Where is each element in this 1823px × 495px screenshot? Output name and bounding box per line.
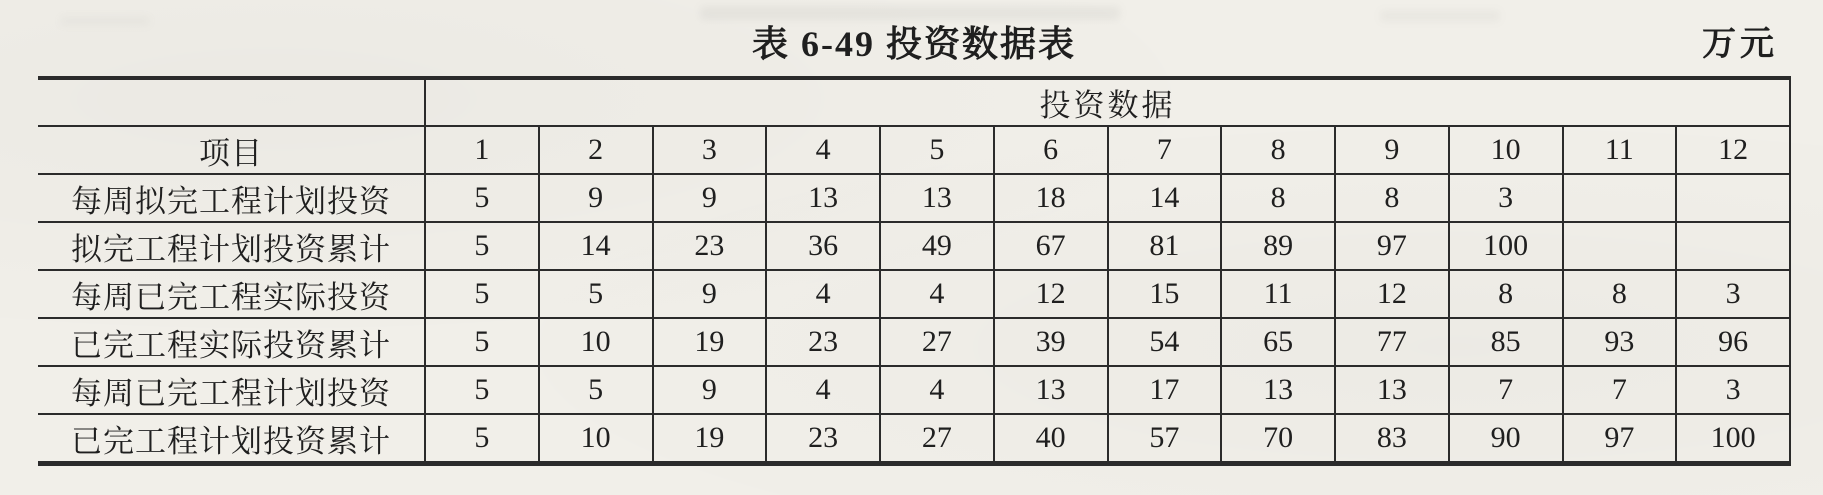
value-cell: 97 <box>1563 414 1677 464</box>
week-header-cell: 2 <box>539 126 653 174</box>
value-cell: 8 <box>1335 174 1449 222</box>
value-cell: 11 <box>1221 270 1335 318</box>
week-header-cell: 1 <box>425 126 539 174</box>
row-label-cell: 每周拟完工程计划投资 <box>38 174 425 222</box>
title-bar <box>38 8 1790 64</box>
value-cell: 96 <box>1676 318 1790 366</box>
value-cell: 8 <box>1221 174 1335 222</box>
row-label-cell: 已完工程实际投资累计 <box>38 318 425 366</box>
value-cell <box>1676 174 1790 222</box>
value-cell: 5 <box>425 270 539 318</box>
table-row <box>38 222 1790 270</box>
value-cell: 39 <box>994 318 1108 366</box>
value-cell: 23 <box>766 318 880 366</box>
value-cell: 14 <box>1108 174 1222 222</box>
value-cell: 12 <box>994 270 1108 318</box>
week-header-cell: 10 <box>1449 126 1563 174</box>
value-cell: 3 <box>1449 174 1563 222</box>
value-cell: 10 <box>539 414 653 464</box>
value-cell: 9 <box>653 270 767 318</box>
value-cell: 4 <box>766 270 880 318</box>
value-cell: 36 <box>766 222 880 270</box>
value-cell: 5 <box>425 318 539 366</box>
value-cell: 3 <box>1676 270 1790 318</box>
value-cell: 9 <box>653 366 767 414</box>
value-cell: 57 <box>1108 414 1222 464</box>
value-cell: 49 <box>880 222 994 270</box>
value-cell: 10 <box>539 318 653 366</box>
table-row <box>38 366 1790 414</box>
investment-table <box>38 76 1791 466</box>
value-cell: 9 <box>653 174 767 222</box>
value-cell: 15 <box>1108 270 1222 318</box>
value-cell: 90 <box>1449 414 1563 464</box>
value-cell: 19 <box>653 318 767 366</box>
value-cell: 5 <box>425 366 539 414</box>
value-cell: 13 <box>880 174 994 222</box>
week-header-cell: 3 <box>653 126 767 174</box>
week-header-cell: 7 <box>1108 126 1222 174</box>
group-header-cell: 投资数据 <box>425 78 1790 126</box>
page-title: 表 6-49 投资数据表 <box>752 24 1076 64</box>
value-cell: 27 <box>880 318 994 366</box>
value-cell: 13 <box>1221 366 1335 414</box>
value-cell: 100 <box>1449 222 1563 270</box>
value-cell: 23 <box>766 414 880 464</box>
week-header-cell: 12 <box>1676 126 1790 174</box>
value-cell: 100 <box>1676 414 1790 464</box>
value-cell: 9 <box>539 174 653 222</box>
value-cell <box>1563 174 1677 222</box>
value-cell: 93 <box>1563 318 1677 366</box>
value-cell: 7 <box>1449 366 1563 414</box>
value-cell: 12 <box>1335 270 1449 318</box>
value-cell <box>1676 222 1790 270</box>
value-cell: 7 <box>1563 366 1677 414</box>
value-cell: 8 <box>1449 270 1563 318</box>
value-cell: 5 <box>425 414 539 464</box>
corner-cell <box>38 78 425 126</box>
value-cell: 67 <box>994 222 1108 270</box>
value-cell: 40 <box>994 414 1108 464</box>
value-cell: 85 <box>1449 318 1563 366</box>
value-cell: 77 <box>1335 318 1449 366</box>
value-cell: 5 <box>539 270 653 318</box>
row-label-cell: 已完工程计划投资累计 <box>38 414 425 464</box>
week-header-cell: 4 <box>766 126 880 174</box>
row-label-cell: 每周已完工程实际投资 <box>38 270 425 318</box>
value-cell: 54 <box>1108 318 1222 366</box>
value-cell: 97 <box>1335 222 1449 270</box>
value-cell: 4 <box>766 366 880 414</box>
item-header-cell: 项目 <box>38 126 425 174</box>
table-row <box>38 174 1790 222</box>
value-cell: 17 <box>1108 366 1222 414</box>
row-label-cell: 每周已完工程计划投资 <box>38 366 425 414</box>
value-cell: 13 <box>994 366 1108 414</box>
table-row <box>38 318 1790 366</box>
value-cell: 3 <box>1676 366 1790 414</box>
value-cell: 19 <box>653 414 767 464</box>
value-cell: 5 <box>539 366 653 414</box>
value-cell: 23 <box>653 222 767 270</box>
value-cell: 83 <box>1335 414 1449 464</box>
value-cell: 89 <box>1221 222 1335 270</box>
value-cell: 27 <box>880 414 994 464</box>
week-header-cell: 6 <box>994 126 1108 174</box>
value-cell: 5 <box>425 222 539 270</box>
week-header-row <box>38 126 1790 174</box>
week-header-cell: 8 <box>1221 126 1335 174</box>
row-label-cell: 拟完工程计划投资累计 <box>38 222 425 270</box>
value-cell: 70 <box>1221 414 1335 464</box>
unit-label: 万元 <box>1702 26 1778 63</box>
week-header-cell: 9 <box>1335 126 1449 174</box>
value-cell: 81 <box>1108 222 1222 270</box>
value-cell: 8 <box>1563 270 1677 318</box>
value-cell: 65 <box>1221 318 1335 366</box>
value-cell: 13 <box>766 174 880 222</box>
value-cell: 18 <box>994 174 1108 222</box>
value-cell <box>1563 222 1677 270</box>
group-header-row <box>38 78 1790 126</box>
value-cell: 13 <box>1335 366 1449 414</box>
week-header-cell: 11 <box>1563 126 1677 174</box>
week-header-cell: 5 <box>880 126 994 174</box>
table-row <box>38 270 1790 318</box>
value-cell: 5 <box>425 174 539 222</box>
table-row <box>38 414 1790 464</box>
value-cell: 4 <box>880 366 994 414</box>
value-cell: 4 <box>880 270 994 318</box>
value-cell: 14 <box>539 222 653 270</box>
